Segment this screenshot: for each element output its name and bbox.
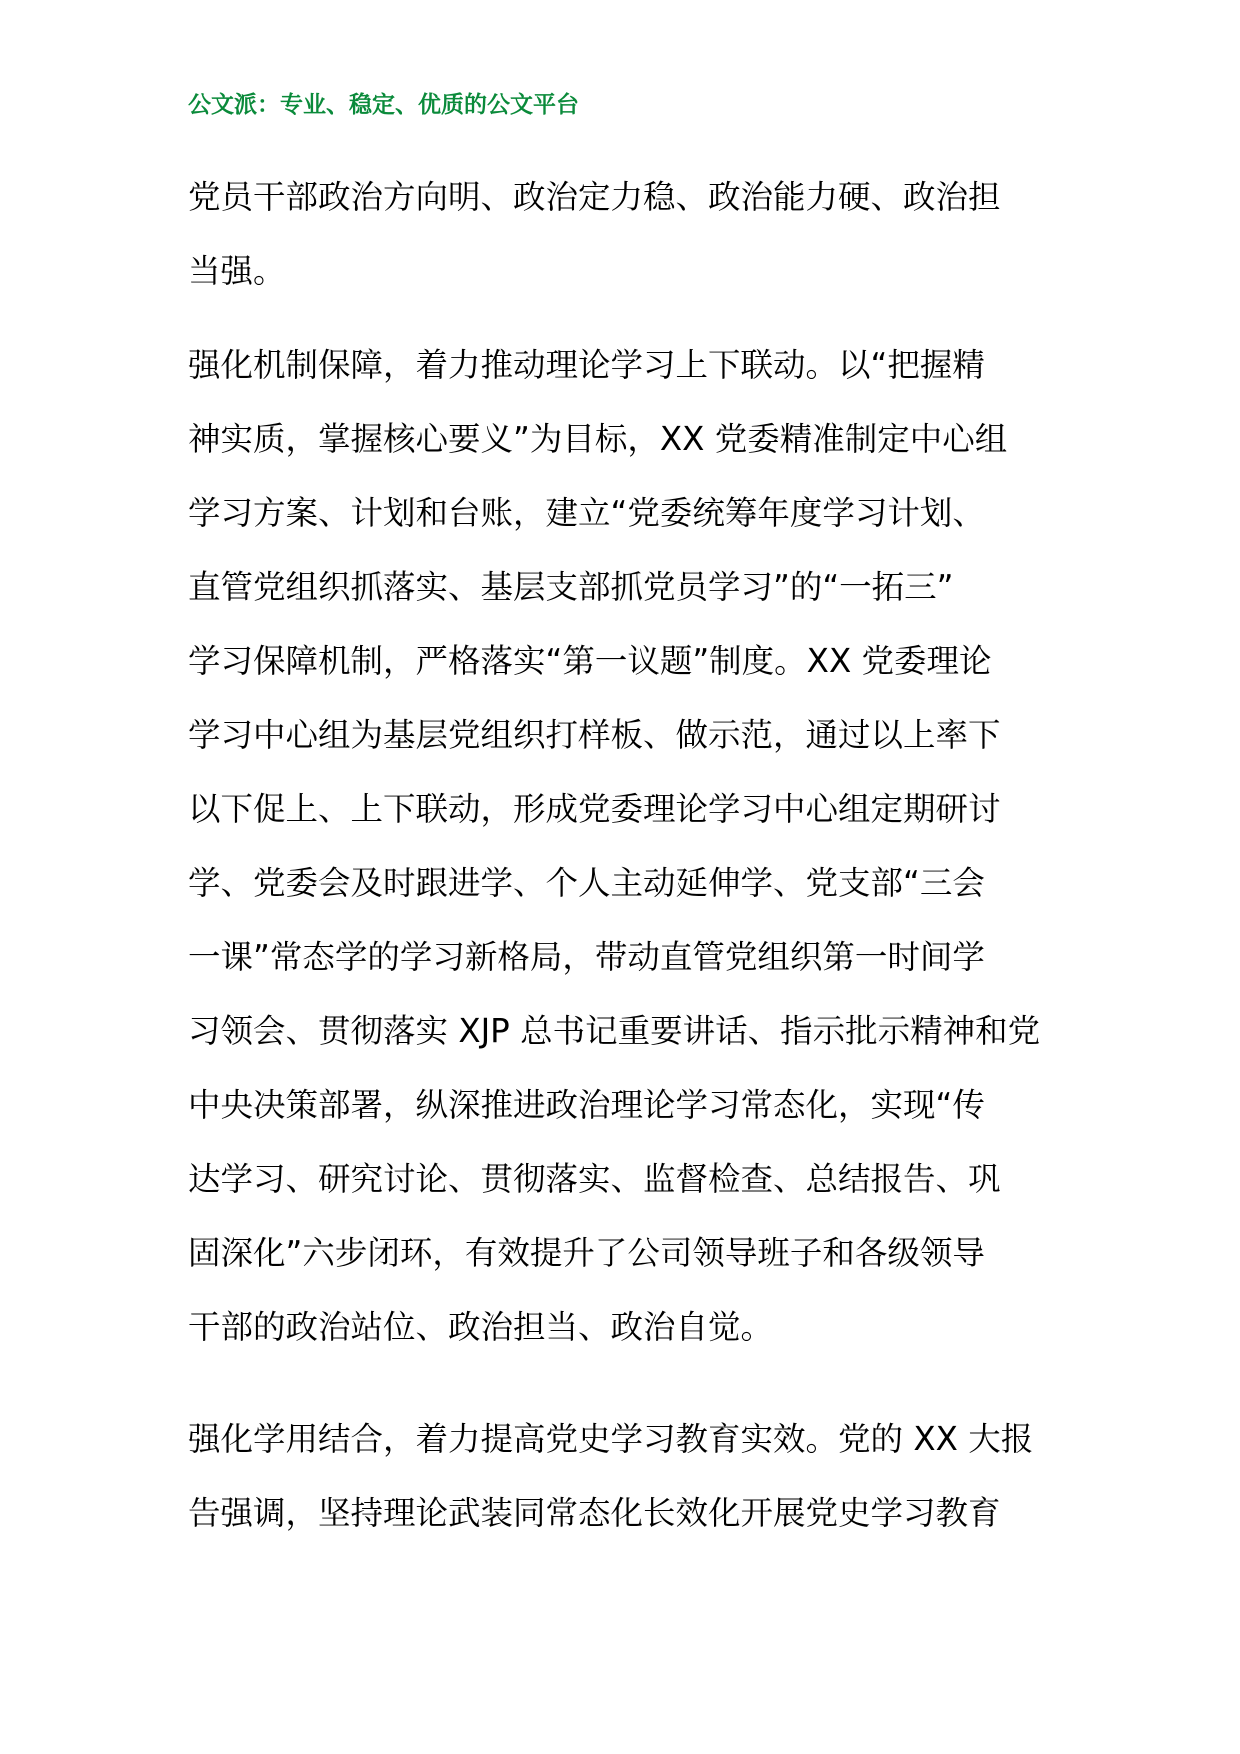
- paragraph-line: 一课”常态学的学习新格局，带动直管党组织第一时间学: [188, 938, 985, 976]
- paragraph-line: 中央决策部署，纵深推进政治理论学习常态化，实现“传: [188, 1086, 985, 1124]
- paragraph-line: 当强。: [188, 252, 286, 290]
- paragraph-line: 达学习、研究讨论、贯彻落实、监督检查、总结报告、巩: [188, 1160, 1001, 1198]
- paragraph-line: 干部的政治站位、政治担当、政治自觉。: [188, 1308, 774, 1346]
- paragraph-line: 直管党组织抓落实、基层支部抓党员学习”的“一拓三”: [188, 568, 954, 606]
- site-header-banner: 公文派：专业、稳定、优质的公文平台: [188, 92, 579, 118]
- paragraph-line: 强化机制保障，着力推动理论学习上下联动。以“把握精: [188, 346, 985, 384]
- paragraph-line: 党员干部政治方向明、政治定力稳、政治能力硬、政治担: [188, 178, 1001, 216]
- paragraph-line: 学习中心组为基层党组织打样板、做示范，通过以上率下: [188, 716, 1001, 754]
- paragraph-3: [188, 1402, 1058, 1550]
- paragraph-line: 神实质，掌握核心要义”为目标，XX 党委精准制定中心组: [188, 420, 1008, 458]
- paragraph-line: 固深化”六步闭环，有效提升了公司领导班子和各级领导: [188, 1234, 985, 1272]
- paragraph-2: [188, 328, 1058, 1364]
- paragraph-line: 告强调，坚持理论武装同常态化长效化开展党史学习教育: [188, 1494, 1001, 1532]
- paragraph-line: 习领会、贯彻落实 XJP 总书记重要讲话、指示批示精神和党: [188, 1012, 1041, 1050]
- paragraph-1: [188, 160, 1058, 308]
- paragraph-line: 学习保障机制，严格落实“第一议题”制度。XX 党委理论: [188, 642, 992, 680]
- paragraph-line: 学、党委会及时跟进学、个人主动延伸学、党支部“三会: [188, 864, 985, 902]
- paragraph-line: 以下促上、上下联动，形成党委理论学习中心组定期研讨: [188, 790, 1001, 828]
- paragraph-line: 学习方案、计划和台账，建立“党委统筹年度学习计划、: [188, 494, 985, 532]
- paragraph-line: 强化学用结合，着力提高党史学习教育实效。党的 XX 大报: [188, 1420, 1034, 1458]
